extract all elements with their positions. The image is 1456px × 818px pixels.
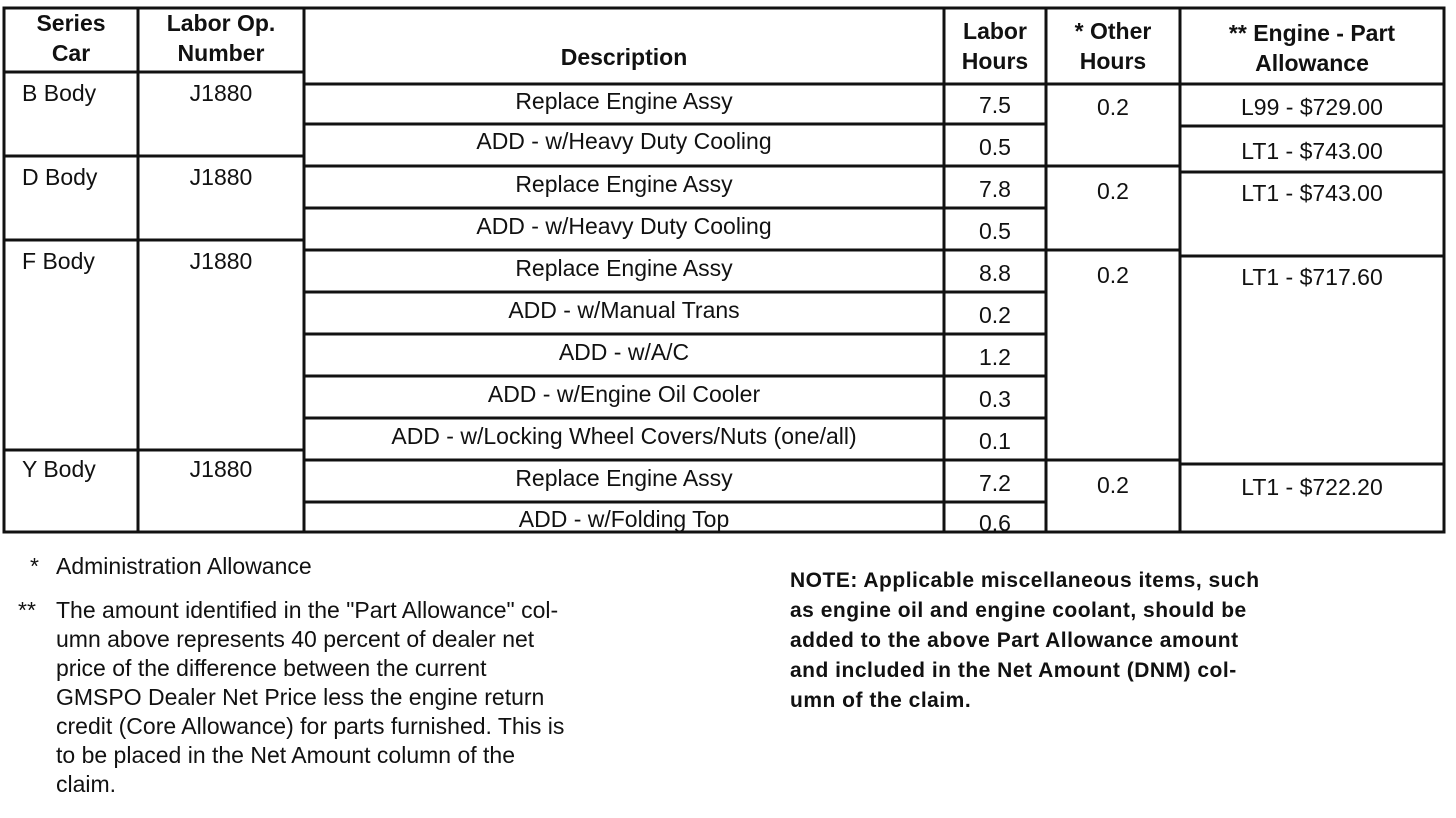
header-description: Description	[560, 44, 688, 70]
labor-op-cell: J1880	[189, 456, 253, 482]
footnote-line: GMSPO Dealer Net Price less the engine return	[56, 684, 545, 710]
note-line: and included in the Net Amount (DNM) col-	[790, 659, 1237, 682]
note-line: NOTE: Applicable miscellaneous items, such	[790, 569, 1260, 592]
description-cell: Replace Engine Assy	[515, 465, 733, 491]
footnote-line: umn above represents 40 percent of dealer net	[56, 626, 535, 652]
labor-hours-cell: 7.5	[979, 92, 1011, 118]
description-cell: Replace Engine Assy	[515, 171, 733, 197]
header-labor-op	[138, 8, 304, 68]
header-labor-op-line1: Labor Op.	[166, 10, 276, 36]
labor-op-cell: J1880	[189, 248, 253, 274]
series-cell: F Body	[22, 248, 95, 274]
allowance-cell: LT1 - $722.20	[1241, 474, 1383, 500]
series-cell: D Body	[22, 164, 98, 190]
labor-op-cell: J1880	[189, 80, 253, 106]
header-series-car	[4, 8, 138, 68]
header-labor-hours-line2: Hours	[961, 48, 1029, 74]
other-hours-cell: 0.2	[1097, 94, 1129, 120]
labor-hours-cell: 7.8	[979, 176, 1011, 202]
labor-hours-cell: 0.5	[979, 218, 1011, 244]
description-cell: ADD - w/Locking Wheel Covers/Nuts (one/all)	[391, 423, 857, 449]
note-line: as engine oil and engine coolant, should be	[790, 599, 1247, 622]
labor-hours-cell: 1.2	[979, 344, 1011, 370]
allowance-cell: L99 - $729.00	[1241, 94, 1383, 120]
series-cell: B Body	[22, 80, 97, 106]
labor-hours-cell: 0.5	[979, 134, 1011, 160]
header-other-hours	[1046, 16, 1180, 76]
header-engine-part-line2: Allowance	[1255, 50, 1369, 76]
allowance-cell: LT1 - $743.00	[1241, 138, 1383, 164]
note-line: added to the above Part Allowance amount	[790, 629, 1239, 652]
allowance-cell: LT1 - $743.00	[1241, 180, 1383, 206]
description-cell: ADD - w/Folding Top	[518, 506, 730, 532]
description-cell: ADD - w/Heavy Duty Cooling	[476, 128, 772, 154]
labor-hours-cell: 0.2	[979, 302, 1011, 328]
header-other-hours-line2: Hours	[1079, 48, 1147, 74]
other-hours-cell: 0.2	[1097, 472, 1129, 498]
allowance-cell: LT1 - $717.60	[1241, 264, 1383, 290]
description-cell: Replace Engine Assy	[515, 88, 733, 114]
footnote-line: price of the difference between the current	[56, 655, 487, 681]
footnote-part-mark: **	[18, 597, 36, 623]
description-cell: ADD - w/Manual Trans	[508, 297, 740, 323]
description-cell: Replace Engine Assy	[515, 255, 733, 281]
header-labor-hours	[944, 16, 1046, 76]
footnote-line: credit (Core Allowance) for parts furnished. This is	[56, 713, 565, 739]
header-series-line2: Car	[51, 40, 91, 66]
footnote-line: to be placed in the Net Amount column of the	[56, 742, 516, 768]
series-cell: Y Body	[22, 456, 96, 482]
header-labor-hours-line1: Labor	[963, 18, 1027, 44]
footnote-admin-text: Administration Allowance	[56, 553, 312, 579]
labor-hours-cell: 0.1	[979, 428, 1011, 454]
header-engine-part	[1180, 18, 1444, 78]
footnote-line: The amount identified in the "Part Allowance" col-	[56, 597, 559, 623]
header-series-line1: Series	[36, 10, 106, 36]
footnote-part-text	[56, 596, 690, 799]
description-cell: ADD - w/Heavy Duty Cooling	[476, 213, 772, 239]
labor-hours-cell: 7.2	[979, 470, 1011, 496]
other-hours-cell: 0.2	[1097, 262, 1129, 288]
footnote-admin-mark: *	[30, 553, 39, 579]
labor-hours-cell: 8.8	[979, 260, 1011, 286]
other-hours-cell: 0.2	[1097, 178, 1129, 204]
note-line: umn of the claim.	[790, 689, 972, 712]
footnote-line: claim.	[56, 771, 117, 797]
description-cell: ADD - w/Engine Oil Cooler	[487, 381, 761, 407]
description-cell: ADD - w/A/C	[558, 339, 690, 365]
header-engine-part-line1: ** Engine - Part	[1228, 20, 1396, 46]
labor-hours-cell: 0.3	[979, 386, 1011, 412]
header-other-hours-line1: * Other	[1074, 18, 1152, 44]
note-block	[790, 566, 1430, 716]
labor-hours-cell: 0.6	[979, 510, 1011, 536]
labor-op-cell: J1880	[189, 164, 253, 190]
header-labor-op-line2: Number	[177, 40, 265, 66]
